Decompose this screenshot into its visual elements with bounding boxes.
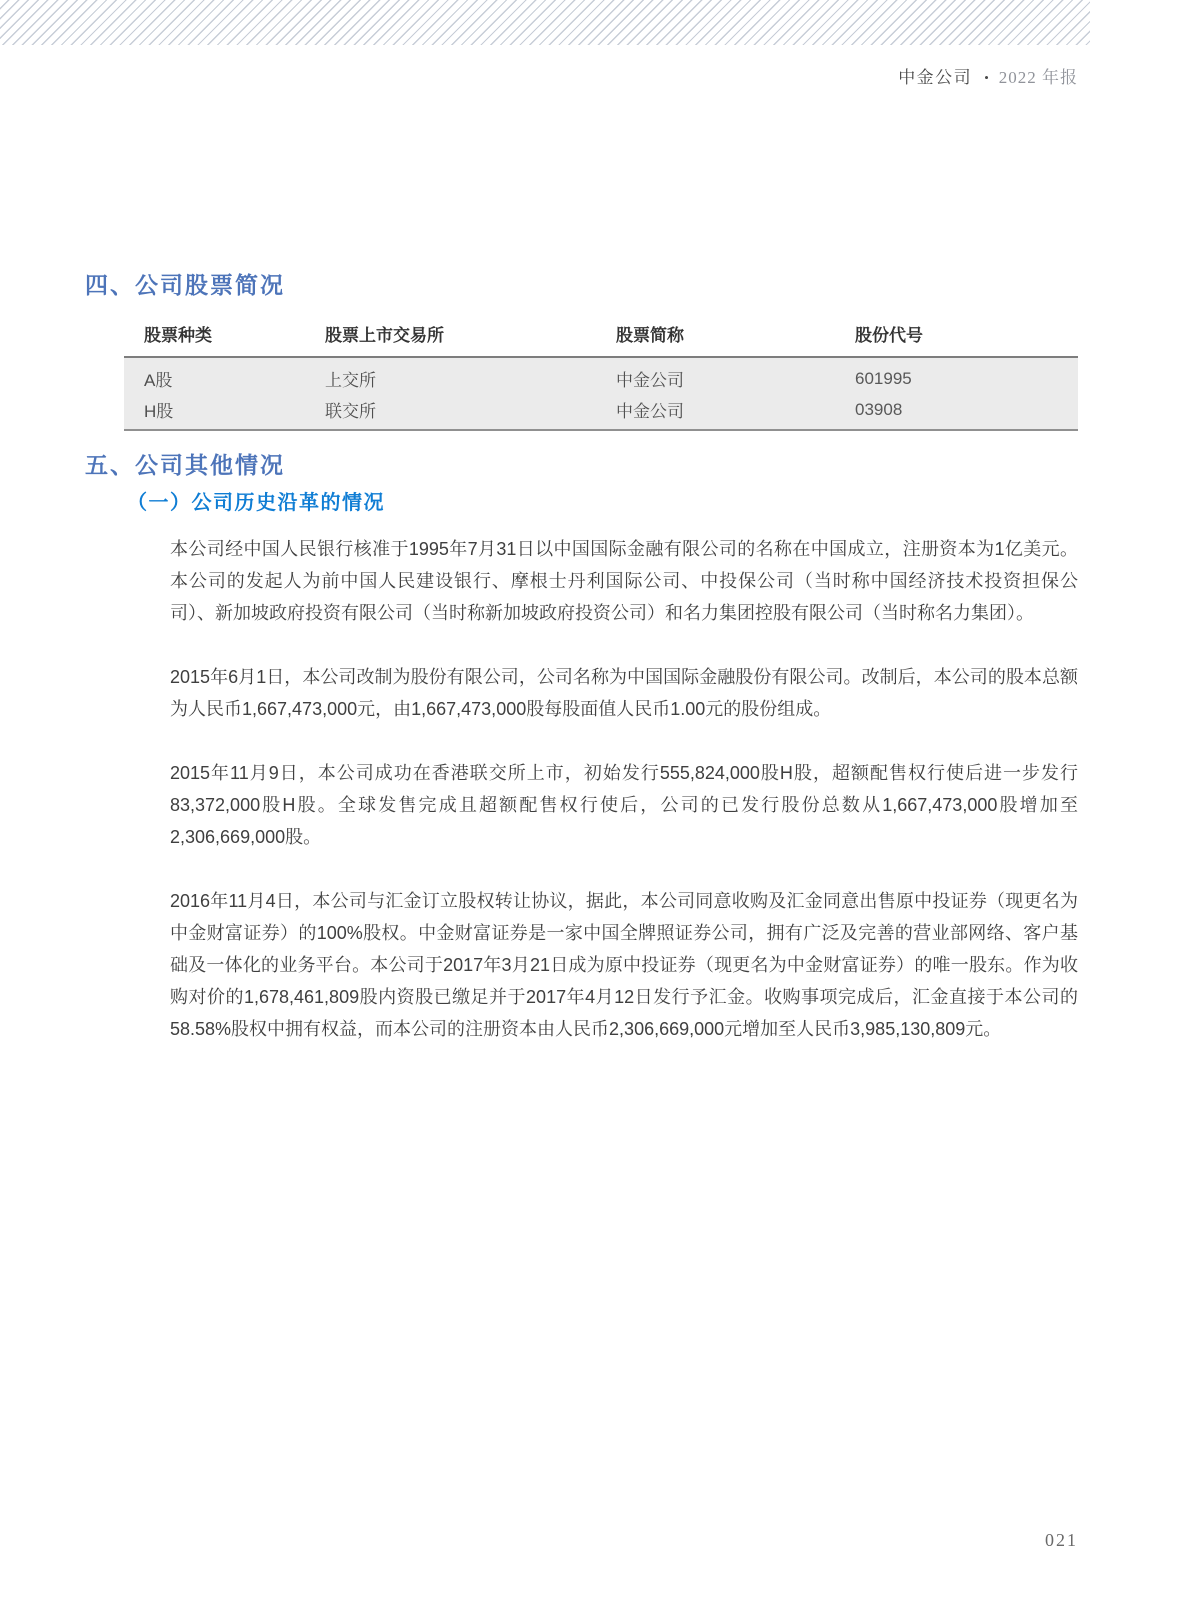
running-head-company: 中金公司 <box>898 68 973 87</box>
table-row-h-share <box>124 394 1078 425</box>
history-paragraph-restructuring-2015: 2015年6月1日，本公司改制为股份有限公司，公司名称为中国国际金融股份有限公司。改制后，本公司的股本总额为人民币1,667,473,000元，由1,667,473,000股每股面值人民币1.00元的股份组成。 <box>170 667 1078 719</box>
cell-stock-code: 601995 <box>855 368 912 388</box>
section-title-other-info: 五、公司其他情况 <box>85 452 285 478</box>
header-stripe-banner <box>0 0 1090 45</box>
running-head-edition: 2022 年报 <box>998 68 1078 87</box>
cell-short-name: 中金公司 <box>616 371 684 390</box>
column-header-exchange: 股票上市交易所 <box>325 325 444 345</box>
cell-exchange: 联交所 <box>325 402 376 421</box>
running-head <box>898 66 1078 90</box>
cell-exchange: 上交所 <box>325 371 376 390</box>
section-title-stock-overview: 四、公司股票简况 <box>85 272 285 298</box>
cell-short-name: 中金公司 <box>616 402 684 421</box>
history-paragraph-acquisition-2016: 2016年11月4日，本公司与汇金订立股权转让协议，据此，本公司同意收购及汇金同意出售原中投证券（现更名为中金财富证券）的100%股权。中金财富证券是一家中国全牌照证券公司，拥有广泛及完善的营业部网络、客户基础及一体化的业务平台。本公司于2017年3月21日成为原中投证券（现更名为中金财富证券）的唯一股东。作为收购对价的1,678,461,809股内资股已缴足并于2017年4月12日发行予汇金。收购事项完成后，汇金直接于本公司的58.58%股权中拥有权益，而本公司的注册资本由人民币2,306,669,000元增加至人民币3,985,130,809元。 <box>170 891 1078 1039</box>
cell-stock-code: 03908 <box>855 399 903 419</box>
stock-table-body <box>124 358 1078 431</box>
cell-stock-type: A股 <box>144 371 173 390</box>
bullet-separator-icon: • <box>984 70 989 85</box>
stock-table <box>124 310 1078 431</box>
company-history-text <box>170 533 1078 1045</box>
history-paragraph-founding: 本公司经中国人民银行核准于1995年7月31日以中国国际金融有限公司的名称在中国成立，注册资本为1亿美元。本公司的发起人为前中国人民建设银行、摩根士丹利国际公司、中投保公司（当时称中国经济技术投资担保公司）、新加坡政府投资有限公司（当时称新加坡政府投资公司）和名力集团控股有限公司（当时称名力集团）。 <box>170 539 1078 623</box>
page-number: 021 <box>1045 1530 1078 1550</box>
column-header-stock-type: 股票种类 <box>144 325 212 345</box>
column-header-stock-code: 股份代号 <box>855 325 923 345</box>
column-header-short-name: 股票简称 <box>616 325 684 345</box>
table-row-a-share <box>124 363 1078 394</box>
history-paragraph-hk-listing-2015: 2015年11月9日，本公司成功在香港联交所上市，初始发行555,824,000股H股，超额配售权行使后进一步发行83,372,000股H股。全球发售完成且超额配售权行使后，公司的已发行股份总数从1,667,473,000股增加至2,306,669,000股。 <box>170 763 1078 847</box>
stock-table-header-row <box>124 310 1078 358</box>
subsection-title-company-history: （一）公司历史沿革的情况 <box>127 492 385 514</box>
cell-stock-type: H股 <box>144 402 174 421</box>
